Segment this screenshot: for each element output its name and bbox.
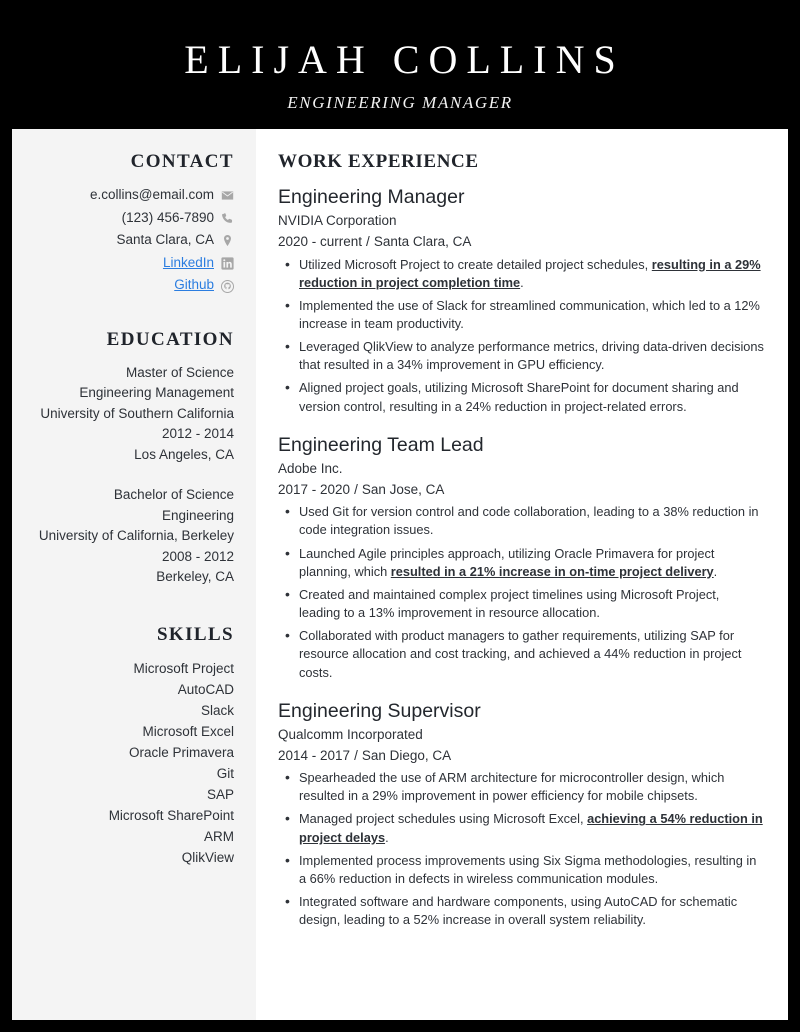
job-location: San Jose, CA	[361, 481, 445, 497]
bullet-text: Launched Agile principles approach, utilizing Oracle Primavera for project planning, which	[299, 545, 715, 579]
bullet-text: Managed project schedules using Microsoft Excel,	[299, 811, 588, 827]
skill-item: Oracle Primavera	[128, 745, 234, 761]
education-section-heading: EDUCATION	[106, 328, 234, 350]
skill-item: Microsoft SharePoint	[108, 808, 234, 824]
education-entry	[26, 363, 234, 466]
phone-icon	[221, 211, 234, 224]
job-location: San Diego, CA	[361, 747, 452, 763]
job-bullet	[278, 769, 764, 805]
education-school: University of Southern California	[40, 405, 234, 421]
job-meta-separator: /	[354, 481, 358, 497]
job-company: Qualcomm Incorporated	[278, 727, 423, 743]
job-company: NVIDIA Corporation	[278, 213, 397, 229]
contact-item	[26, 230, 234, 250]
bullet-emphasis: achieving a 54% reduction in project delays	[299, 811, 763, 845]
contact-text: (123) 456-7890	[121, 209, 214, 225]
job-bullet-list	[278, 256, 764, 416]
job-list	[278, 185, 764, 929]
contact-item[interactable]	[26, 275, 234, 295]
bullet-text: Used Git for version control and code collaboration, leading to a 38% reduction in code integration issues.	[299, 504, 759, 538]
job-bullet	[278, 852, 764, 888]
job-dates: 2020 - current	[278, 233, 363, 249]
skill-item: Slack	[200, 703, 234, 719]
job-meta-separator: /	[354, 747, 358, 763]
job-dates: 2014 - 2017	[278, 747, 351, 763]
sidebar	[12, 129, 256, 1020]
job-bullet-list	[278, 503, 764, 681]
bullet-text: .	[713, 563, 718, 579]
work-experience-heading: WORK EXPERIENCE	[278, 151, 479, 172]
location-pin-icon	[221, 233, 234, 246]
bullet-text: Collaborated with product managers to gather requirements, utilizing SAP for resource allocation and cost tracking, and achieved a 44% reduction in project costs.	[299, 628, 742, 680]
contact-link-linkedin[interactable]: LinkedIn	[162, 254, 214, 270]
contact-text: e.collins@email.com	[90, 187, 214, 202]
linkedin-icon	[221, 256, 234, 269]
education-location: Los Angeles, CA	[134, 446, 234, 462]
contact-item[interactable]	[26, 253, 234, 273]
education-field: Engineering	[161, 507, 234, 523]
education-years: 2012 - 2014	[161, 426, 234, 442]
job-bullet	[278, 810, 764, 846]
bullet-text: Utilized Microsoft Project to create detailed project schedules,	[299, 256, 652, 272]
contact-section-heading: CONTACT	[130, 151, 234, 172]
education-degree: Bachelor of Science	[113, 487, 234, 503]
skills-list	[26, 658, 234, 868]
bullet-text: Created and maintained complex project timelines using Microsoft Project, leading to a 13% improvement in resource allocation.	[299, 586, 720, 621]
skills-section-heading: SKILLS	[156, 623, 234, 645]
skill-item: SAP	[206, 787, 234, 803]
job-entry	[278, 185, 764, 416]
job-bullet	[278, 627, 764, 681]
main-column	[256, 129, 788, 1020]
job-bullet-list	[278, 769, 764, 929]
education-degree: Master of Science	[125, 364, 234, 380]
bullet-emphasis: resulting in a 29% reduction in project completion time	[299, 256, 761, 290]
resume-body	[12, 129, 788, 1020]
bullet-text: Leveraged QlikView to analyze performance metrics, driving data-driven decisions that resulted in a 34% improvement in GPU efficiency.	[299, 339, 764, 373]
job-meta	[278, 746, 764, 766]
job-bullet	[278, 545, 764, 581]
bullet-text: Implemented process improvements using Six Sigma methodologies, resulting in a 66% reduction in defects in wireless communication modules.	[299, 852, 757, 886]
contact-list	[26, 185, 234, 295]
job-bullet	[278, 503, 764, 539]
education-field: Engineering Management	[79, 385, 234, 401]
bullet-emphasis: resulted in a 21% increase in on-time project delivery	[390, 563, 714, 579]
github-icon	[221, 279, 234, 292]
job-title: Engineering Manager	[278, 186, 465, 208]
job-bullet	[278, 379, 764, 415]
job-bullet	[278, 893, 764, 929]
job-bullet	[278, 338, 764, 374]
job-meta	[278, 480, 764, 500]
bullet-text: .	[520, 274, 524, 290]
bullet-text: Implemented the use of Slack for streamlined communication, which led to a 12% increase in team productivity.	[299, 297, 760, 331]
skill-item: Git	[216, 766, 234, 782]
bullet-text: Aligned project goals, utilizing Microsoft SharePoint for document sharing and version control, resulting in a 24% reduction in project-related errors.	[299, 380, 739, 414]
education-entry	[26, 485, 234, 588]
job-dates: 2017 - 2020	[278, 481, 351, 497]
skill-item: Microsoft Excel	[142, 724, 234, 740]
job-company: Adobe Inc.	[278, 461, 343, 477]
bullet-text: .	[385, 829, 389, 845]
job-title: Engineering Supervisor	[278, 699, 481, 722]
bullet-text: Integrated software and hardware components, using AutoCAD for schematic design, leading to a 52% increase in overall system reliability.	[299, 894, 738, 928]
job-bullet	[278, 297, 764, 333]
contact-text: Santa Clara, CA	[116, 232, 214, 248]
job-title: Engineering Team Lead	[278, 433, 484, 456]
resume-sheet	[12, 12, 788, 1020]
bullet-text: Spearheaded the use of ARM architecture for microcontroller design, which resulted in a 29% improvement in power efficiency for mobile chipsets.	[299, 770, 725, 804]
contact-link-github[interactable]: Github	[174, 277, 214, 293]
skill-item: Microsoft Project	[133, 660, 234, 676]
job-bullet	[278, 256, 764, 292]
contact-item	[26, 208, 234, 228]
job-entry	[278, 699, 764, 930]
education-location: Berkeley, CA	[156, 569, 234, 585]
job-meta-separator: /	[366, 233, 370, 249]
skill-item: AutoCAD	[177, 682, 234, 698]
skill-item: ARM	[204, 829, 234, 845]
job-meta	[278, 232, 764, 252]
education-list	[26, 363, 234, 588]
candidate-job-title: ENGINEERING MANAGER	[287, 93, 513, 113]
job-location: Santa Clara, CA	[373, 233, 472, 249]
candidate-name: ELIJAH COLLINS	[184, 37, 625, 82]
job-entry	[278, 433, 764, 682]
education-school: University of California, Berkeley	[38, 528, 234, 544]
contact-item	[26, 185, 234, 205]
job-bullet	[278, 586, 764, 622]
resume-header	[12, 12, 788, 129]
education-years: 2008 - 2012	[161, 548, 234, 564]
envelope-icon	[221, 188, 234, 201]
skill-item: QlikView	[181, 850, 234, 866]
